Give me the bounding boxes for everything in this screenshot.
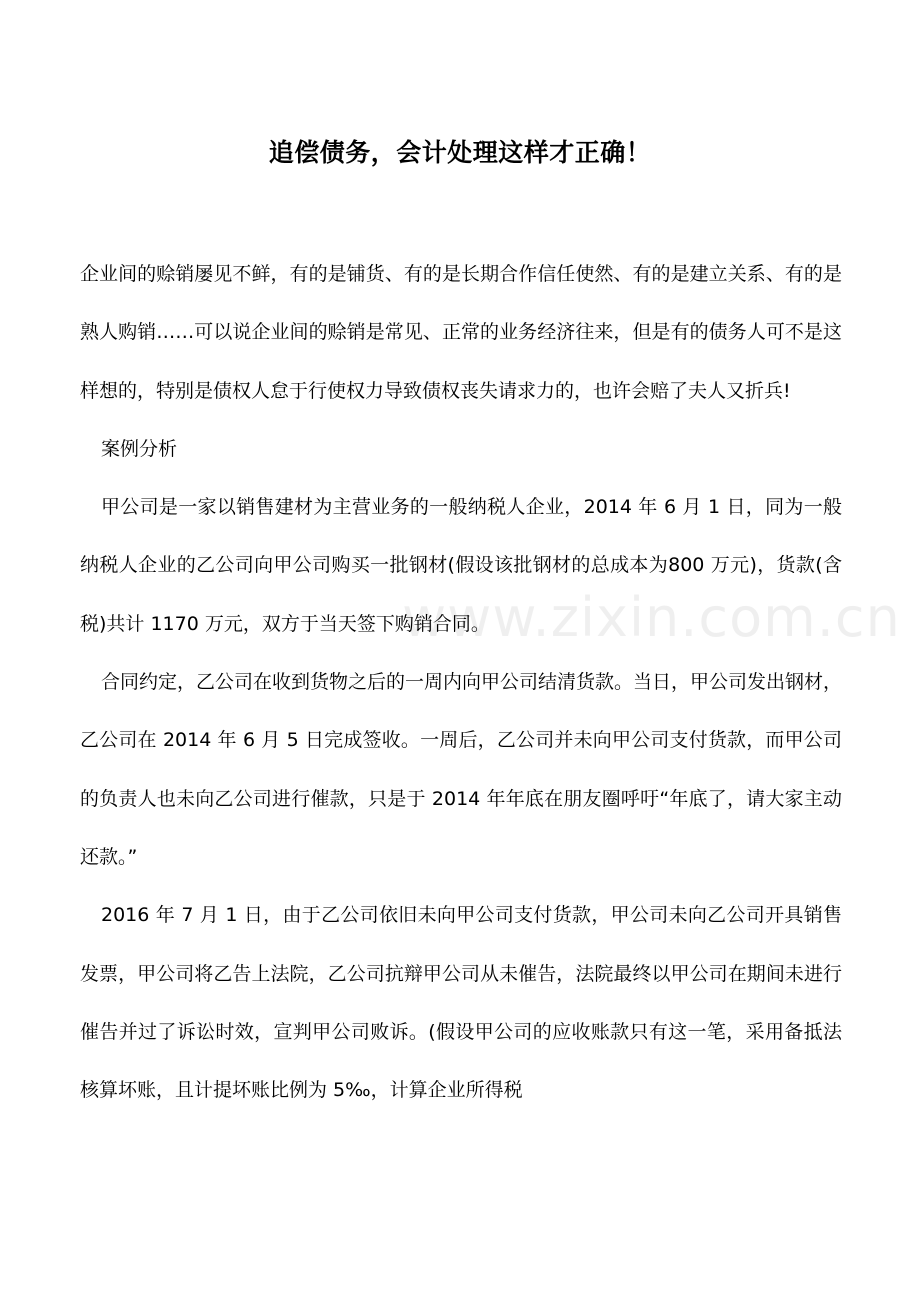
- document-title: 追偿债务，会计处理这样才正确！: [268, 137, 652, 167]
- paragraph-case-background: 甲公司是一家以销售建材为主营业务的一般纳税人企业，2014 年 6 月 1 日，同为一般纳税人企业的乙公司向甲公司购买一批钢材(假设该批钢材的总成本为800 万元)，货款(含税)共计 1170 万元，双方于当天签下购销合同。: [80, 496, 842, 635]
- watermark: www.zixin.com.cn: [402, 586, 901, 649]
- paragraph-contract-terms: 合同约定，乙公司在收到货物之后的一周内向甲公司结清货款。当日，甲公司发出钢材，乙公司在 2014 年 6 月 5 日完成签收。一周后，乙公司并未向甲公司支付货款，而甲公司的负责人也未向乙公司进行催款，只是于 2014 年年底在朋友圈呼吁“年底了，请大家主动还款。”: [80, 671, 843, 868]
- paragraph-intro: 企业间的赊销屡见不鲜，有的是铺货、有的是长期合作信任使然、有的是建立关系、有的是熟人购销……可以说企业间的赊销是常见、正常的业务经济往来，但是有的债务人可不是这样想的，特别是债权人怠于行使权力导致债权丧失请求力的，也许会赔了夫人又折兵!: [80, 263, 842, 402]
- paragraph-court-ruling: 2016 年 7 月 1 日，由于乙公司依旧未向甲公司支付货款，甲公司未向乙公司开具销售发票，甲公司将乙告上法院，乙公司抗辩甲公司从未催告，法院最终以甲公司在期间未进行催告并过了诉讼时效，宣判甲公司败诉。(假设甲公司的应收账款只有这一笔，采用备抵法核算坏账，且计提坏账比例为 5‰，计算企业所得税: [80, 904, 842, 1102]
- document-body: [80, 245, 842, 1119]
- section-heading-case-analysis: 案例分析: [101, 437, 178, 460]
